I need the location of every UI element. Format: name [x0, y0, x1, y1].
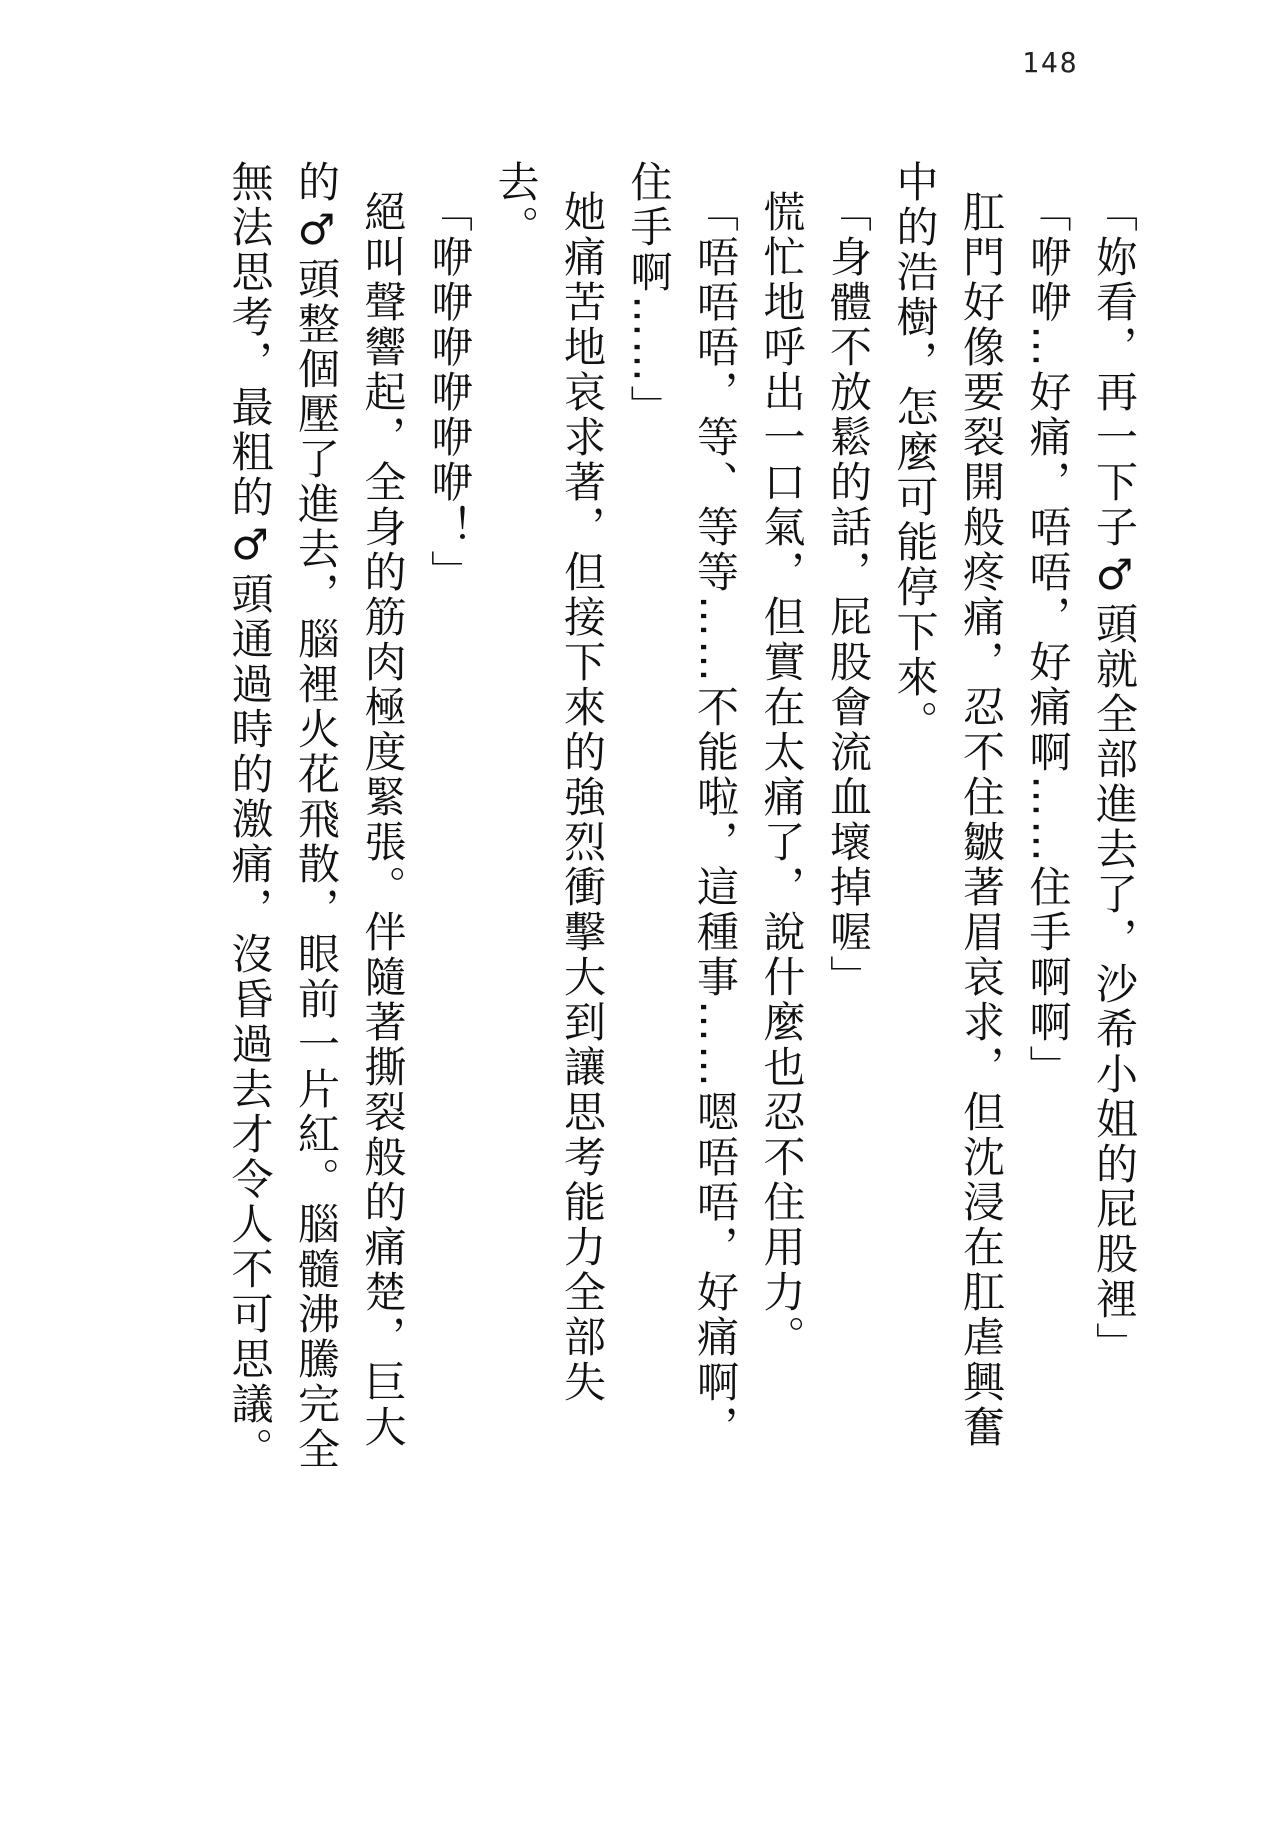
text-line: 「咿咿…好痛，唔唔，好痛啊……住手啊啊」 [1023, 190, 1073, 1090]
text-line: 「身體不放鬆的話，屁股會流血壞掉喔」 [824, 190, 873, 1000]
text-line: 的♂頭整個壓了進去，腦裡火花飛散，眼前一片紅。腦髓沸騰完全 [292, 160, 341, 1472]
text-line: 無法思考，最粗的♂頭通過時的激痛，沒昏過去才令人不可思議。 [225, 160, 275, 1472]
page-number: 148 [1022, 46, 1079, 79]
vertical-text-body [216, 160, 1147, 1560]
text-line: 住手啊……」 [624, 160, 674, 430]
text-line: 她痛苦地哀求著，但接下來的強烈衝擊大到讓思考能力全部失 [558, 190, 607, 1405]
text-line: 絕叫聲響起，全身的筋肉極度緊張。伴隨著撕裂般的痛楚，巨大 [358, 190, 408, 1450]
text-line: 慌忙地呼出一口氣，但實在太痛了，說什麼也忍不住用力。 [757, 190, 807, 1360]
text-line: 「唔唔唔，等、等等……不能啦，這種事……嗯唔唔，好痛啊， [691, 190, 740, 1450]
text-line: 「咿咿咿咿咿咿！」 [425, 190, 474, 595]
text-line: 肛門好像要裂開般疼痛，忍不住皺著眉哀求，但沈浸在肛虐興奮 [957, 190, 1006, 1450]
text-line: 「妳看，再一下子♂頭就全部進去了，沙希小姐的屁股裡」 [1090, 190, 1139, 1367]
text-line: 去。 [491, 160, 541, 250]
text-line: 中的浩樹，怎麼可能停下來。 [890, 160, 940, 745]
